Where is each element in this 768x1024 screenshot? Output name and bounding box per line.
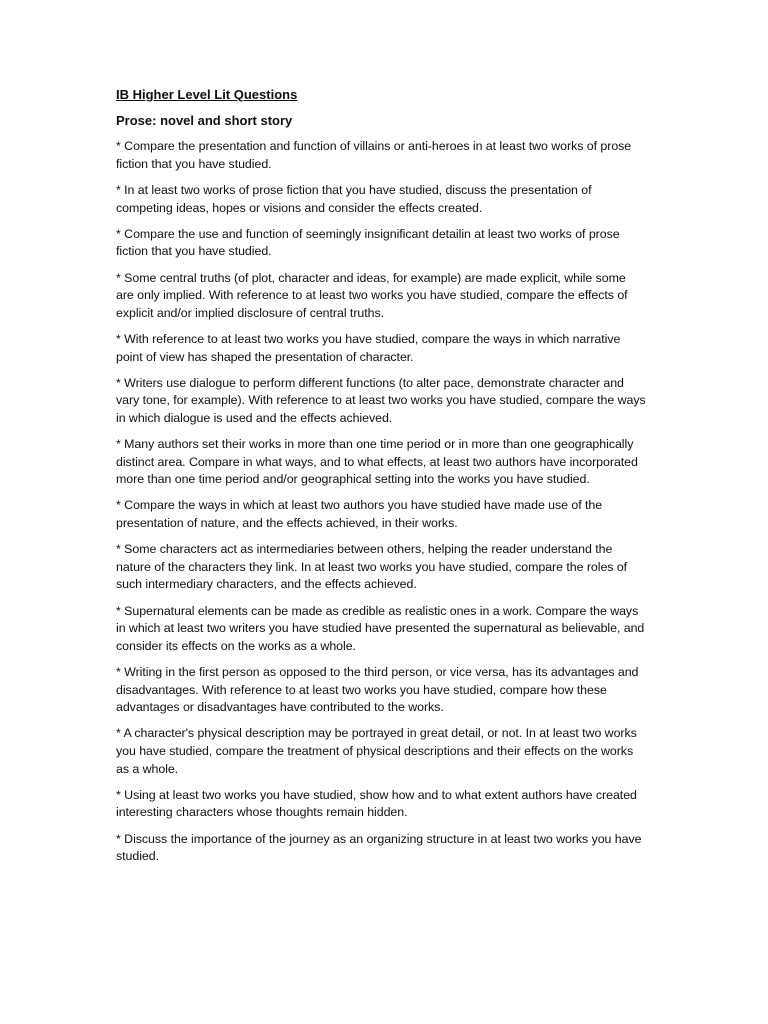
question-2: * In at least two works of prose fiction that you have studied, discuss the presentation of competing ideas, hopes or visions and consider the effects created. (116, 182, 592, 215)
question-14: * Discuss the importance of the journey as an organizing structure in at least two works you have studied. (116, 831, 642, 864)
question-3: * Compare the use and function of seemingly insignificant detailin at least two works of prose fiction that you have studied. (116, 226, 620, 259)
question-6: * Writers use dialogue to perform different functions (to alter pace, demonstrate character and vary tone, for example). With reference to at least two works you have studied, compare the ways in which dialogue is used and the effects achieved. (116, 375, 646, 425)
section-heading: Prose: novel and short story (116, 112, 293, 128)
question-9: * Some characters act as intermediaries between others, helping the reader understand the nature of the characters they link. In at least two works you have studied, compare the roles of such intermediary characters, and the effects achieved. (116, 542, 628, 592)
question-1: * Compare the presentation and function of villains or anti-heroes in at least two works of prose fiction that you have studied. (116, 139, 632, 171)
question-7: * Many authors set their works in more than one time period or in more than one geographically distinct area. Compare in what ways, and to what effects, at least two authors have incorporated more than one time period and/or geographical setting into the works you have studied. (116, 437, 638, 487)
question-11: * Writing in the first person as opposed to the third person, or vice versa, has its advantages and disadvantages. With reference to at least two works you have studied, compare how these advantages or disadvantages have contributed to the works. (116, 664, 639, 715)
question-13: * Using at least two works you have studied, show how and to what extent authors have created interesting characters whose thoughts remain hidden. (116, 787, 637, 820)
question-8: * Compare the ways in which at least two authors you have studied have made use of the presentation of nature, and the effects achieved, in their works. (116, 498, 603, 531)
question-4: * Some central truths (of plot, character and ideas, for example) are made explicit, while some are only implied. With reference to at least two works you have studied, compare the effects of explicit and/or implied disclosure of central truths. (116, 270, 628, 320)
question-12: * A character's physical description may be portrayed in great detail, or not. In at least two works you have studied, compare the treatment of physical descriptions and their effects on the works as a whole. (116, 726, 637, 776)
document-title: IB Higher Level Lit Questions (116, 87, 298, 102)
document-page (116, 86, 646, 874)
question-10: * Supernatural elements can be made as credible as realistic ones in a work. Compare the ways in which at least two writers you have studied have presented the supernatural as believable, and consider its effects on the works as a whole. (116, 603, 645, 653)
question-5: * With reference to at least two works you have studied, compare the ways in which narrative point of view has shaped the presentation of character. (116, 331, 621, 364)
